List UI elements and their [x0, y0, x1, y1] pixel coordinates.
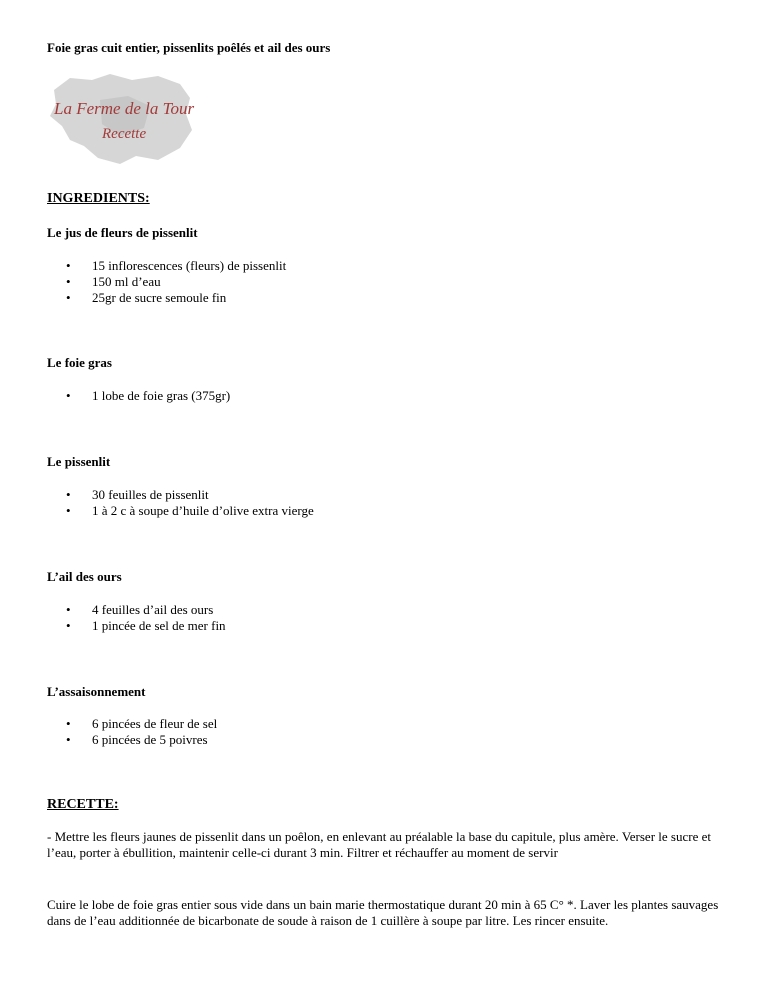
ingredients-heading: INGREDIENTS: [47, 191, 150, 206]
logo-line1: La Ferme de la Tour [54, 99, 195, 118]
list-item: • 30 feuilles de pissenlit [66, 487, 314, 503]
ingredient-list [66, 602, 226, 634]
section-title: Le pissenlit [47, 454, 111, 469]
recipe-title: Foie gras cuit entier, pissenlits poêlés et ail des ours [47, 40, 331, 55]
logo-line2: Recette [102, 126, 147, 142]
list-item: • 6 pincées de 5 poivres [66, 732, 217, 748]
section-title: L’ail des ours [47, 569, 122, 584]
section-title: Le foie gras [47, 355, 112, 370]
ingredient-list [66, 716, 217, 748]
ingredient-list [66, 487, 314, 519]
recipe-heading: RECETTE: [47, 797, 119, 812]
list-item: • 4 feuilles d’ail des ours [66, 602, 226, 618]
list-item: • 25gr de sucre semoule fin [66, 290, 286, 306]
farm-logo [40, 70, 220, 170]
map-silhouette-icon [40, 70, 220, 170]
recipe-paragraph: - Mettre les fleurs jaunes de pissenlit dans un poêlon, en enlevant au préalable la base du capitule, plus amère. Verser le sucre et l’eau, porter à ébullition, maintenir celle-ci durant 3 min. Filtrer et réchauffer au moment de servir [47, 829, 711, 860]
ingredient-list [66, 388, 230, 404]
ingredient-list [66, 258, 286, 306]
recipe-paragraph: Cuire le lobe de foie gras entier sous vide dans un bain marie thermostatique durant 20 min à 65 C° *. Laver les plantes sauvages dans de l’eau additionnée de bicarbonate de soude à raison de 1 cuillère à soupe par litre. Les rincer ensuite. [47, 897, 719, 928]
list-item: • 1 lobe de foie gras (375gr) [66, 388, 230, 404]
list-item: • 150 ml d’eau [66, 274, 286, 290]
section-title: L’assaisonnement [47, 684, 146, 699]
section-title: Le jus de fleurs de pissenlit [47, 225, 198, 240]
list-item: • 1 pincée de sel de mer fin [66, 618, 226, 634]
list-item: • 6 pincées de fleur de sel [66, 716, 217, 732]
list-item: • 15 inflorescences (fleurs) de pissenlit [66, 258, 286, 274]
list-item: • 1 à 2 c à soupe d’huile d’olive extra vierge [66, 503, 314, 519]
